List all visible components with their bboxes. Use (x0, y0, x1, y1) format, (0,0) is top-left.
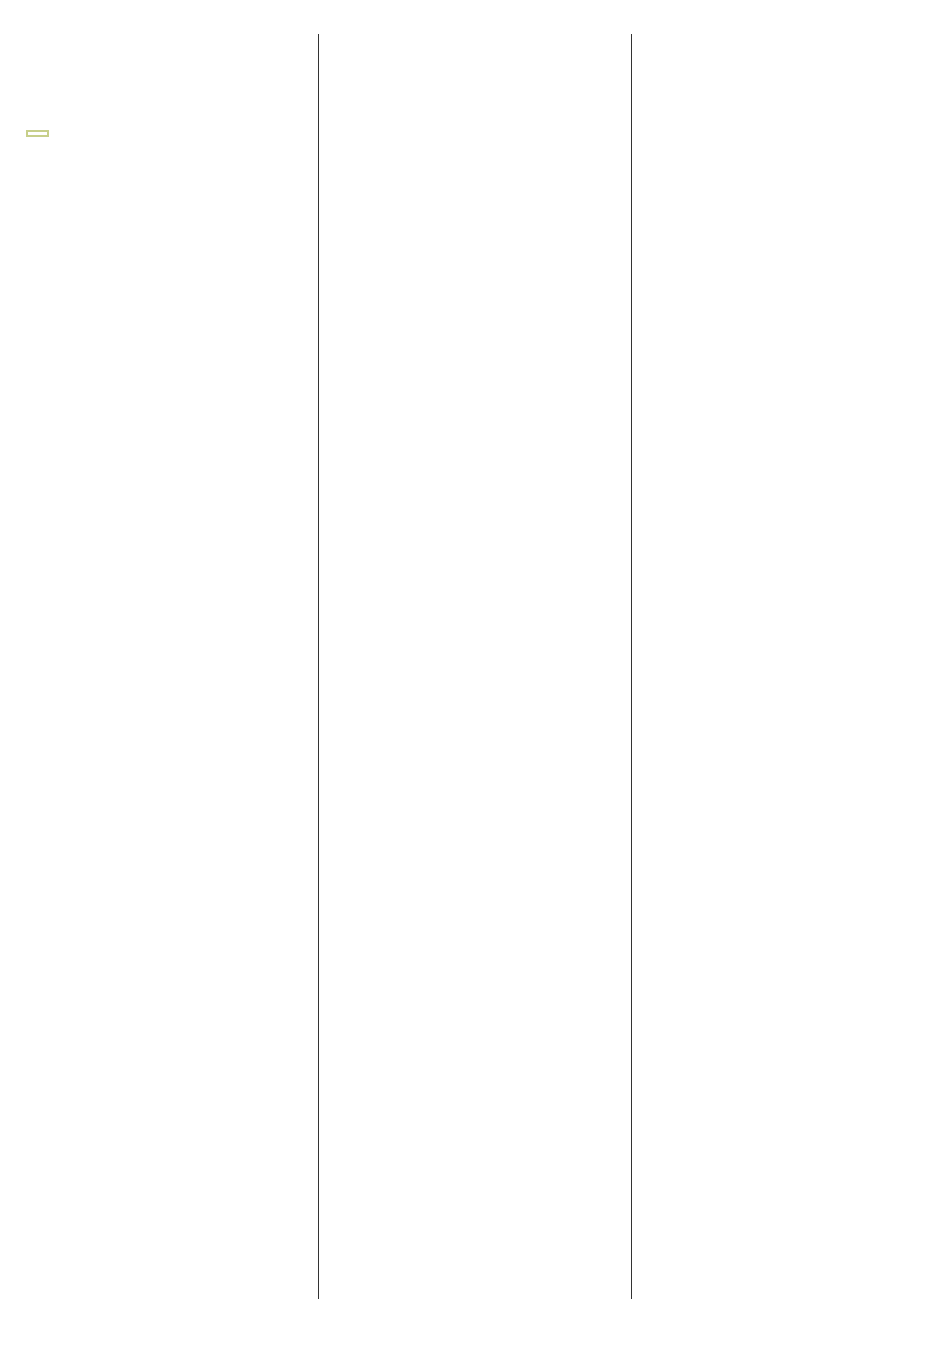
column-divider-right (631, 34, 632, 1299)
column-divider-left (318, 34, 319, 1299)
toc-title (26, 130, 49, 137)
